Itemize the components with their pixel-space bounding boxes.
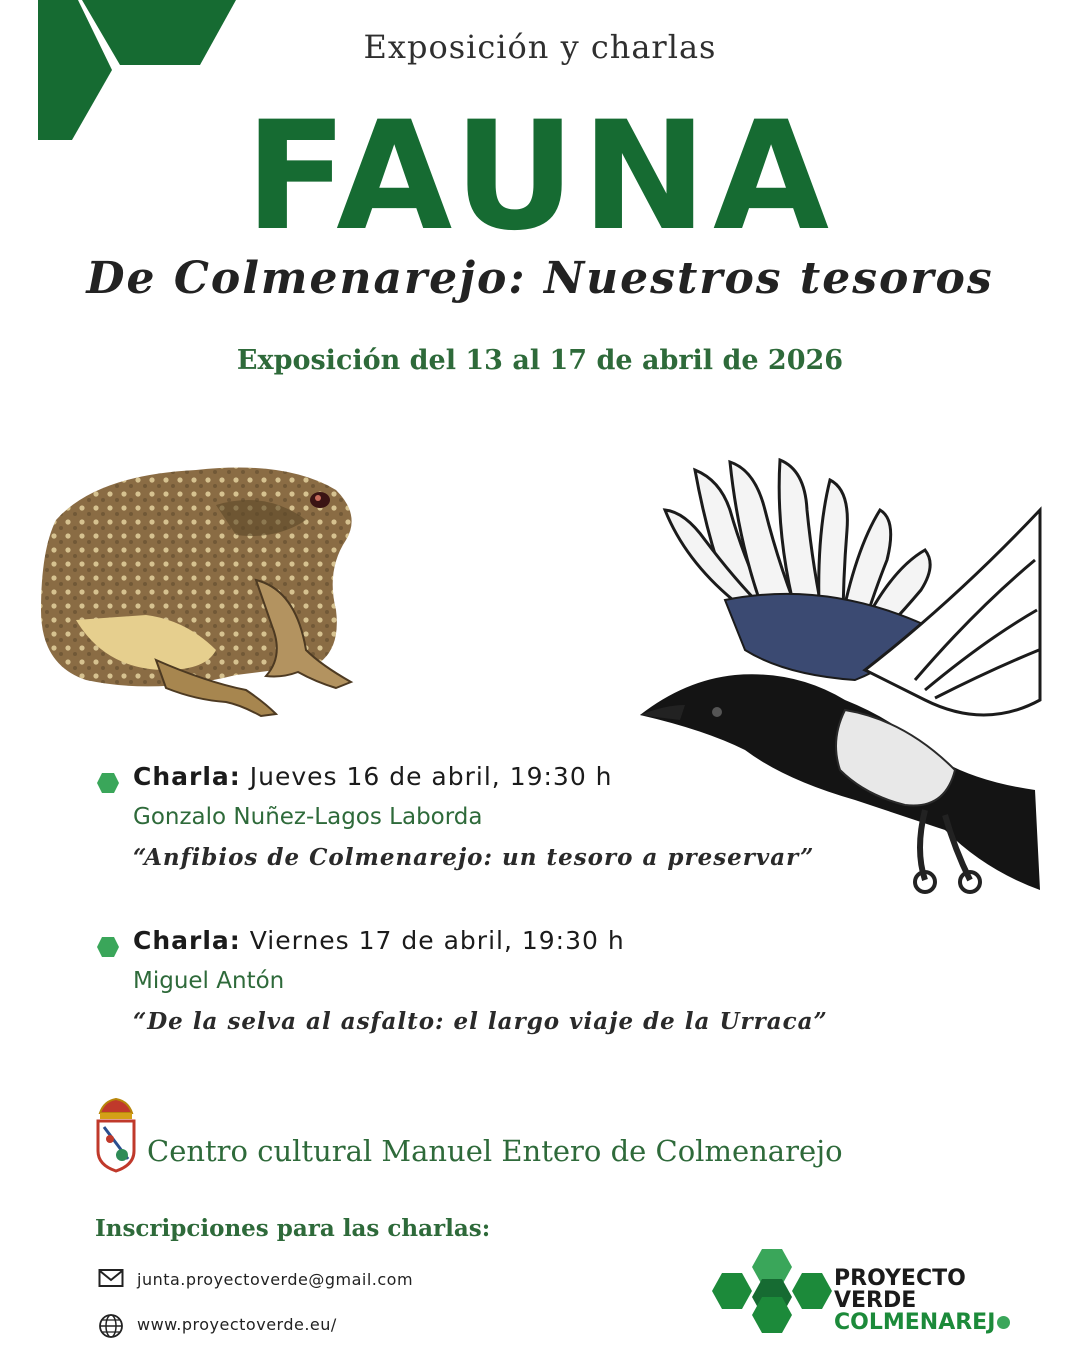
- logo-line-1: PROYECTO: [834, 1266, 966, 1291]
- poster-title: FAUNA: [244, 90, 836, 264]
- talk-1-heading: [133, 762, 613, 791]
- toad-illustration: [36, 420, 366, 720]
- registration-title: Inscripciones para las charlas:: [95, 1215, 491, 1242]
- exhibition-dates: Exposición del 13 al 17 de abril de 2026: [236, 345, 844, 376]
- magpie-illustration: [625, 450, 1045, 910]
- hexagon-bullet-icon: [96, 772, 120, 794]
- talk-2-speaker: Miguel Antón: [133, 968, 285, 994]
- talk-2-label: Charla:: [133, 926, 241, 955]
- poster-subtitle: Exposición y charlas: [363, 28, 717, 66]
- talk-2-title: “De la selva al asfalto: el largo viaje de la Urraca”: [133, 1008, 828, 1035]
- talk-1-speaker: Gonzalo Nuñez-Lagos Laborda: [133, 804, 483, 830]
- proyecto-verde-logo-icon: [708, 1245, 833, 1335]
- poster-tagline: De Colmenarejo: Nuestros tesoros: [86, 253, 994, 304]
- logo-line-2: VERDE: [834, 1288, 917, 1313]
- globe-icon: [98, 1313, 124, 1339]
- coat-of-arms-icon: [94, 1095, 138, 1173]
- talk-1-title: “Anfibios de Colmenarejo: un tesoro a preservar”: [133, 844, 815, 871]
- envelope-icon: [98, 1268, 124, 1288]
- logo-dot-icon: [997, 1316, 1010, 1329]
- talk-2-when: Viernes 17 de abril, 19:30 h: [249, 926, 625, 955]
- talk-1-label: Charla:: [133, 762, 241, 791]
- hexagon-bullet-icon: [96, 936, 120, 958]
- email-address[interactable]: junta.proyectoverde@gmail.com: [137, 1270, 414, 1289]
- talk-1-when: Jueves 16 de abril, 19:30 h: [249, 762, 613, 791]
- logo-line-3: COLMENAREJ: [834, 1312, 1010, 1334]
- website-url[interactable]: www.proyectoverde.eu/: [137, 1315, 337, 1334]
- talk-2-heading: [133, 926, 625, 955]
- logo-wordmark: [834, 1268, 1010, 1334]
- venue-name: Centro cultural Manuel Entero de Colmenarejo: [147, 1134, 843, 1168]
